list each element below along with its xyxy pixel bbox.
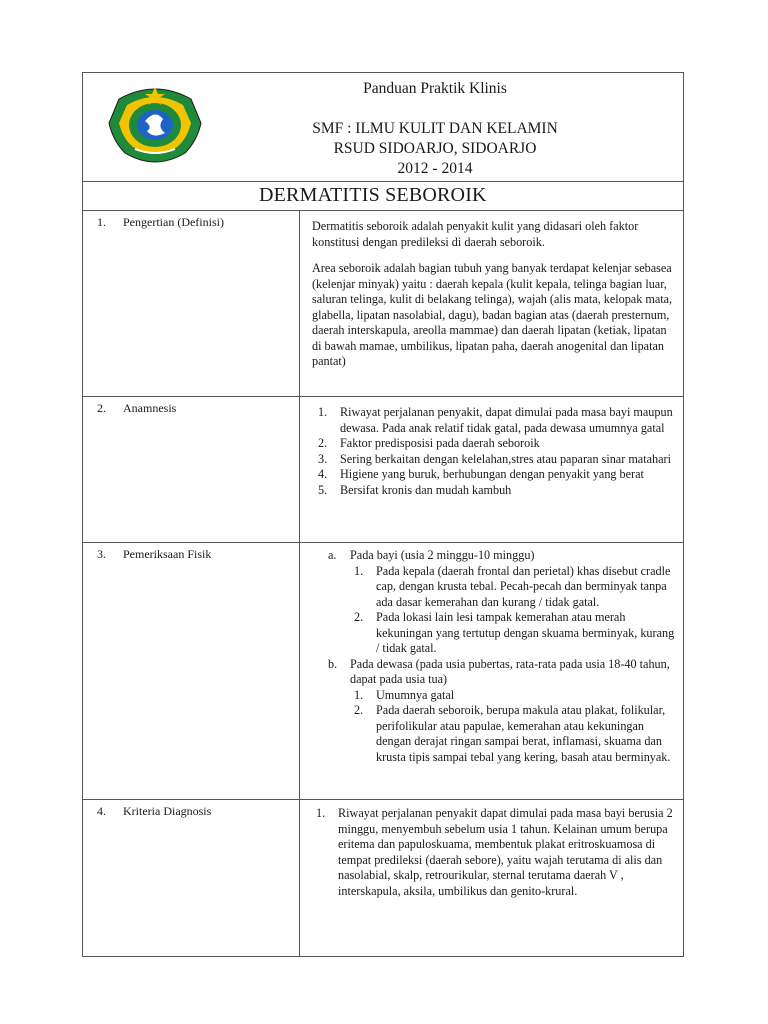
list-item [354,703,675,765]
list-text: Pada kepala (daerah frontal dan perietal) khas disebut cradle cap, dengan krusta tebal. Pecah-pecah dan berminyak tanpa ada dasar kemerahan dan kurang / tidak gatal. [376,563,671,609]
period-years: 2012 - 2014 [397,160,473,177]
numbered-list [300,806,675,899]
page-title: DERMATITIS SEBOROIK [83,182,684,211]
section-number: 3. [97,547,106,561]
list-item [316,806,675,899]
section-label [83,800,300,957]
section-content [300,800,684,957]
list-text: Pada daerah seboroik, berupa makula atau plakat, folikular, perifolikular atau papulae, kemerahan atau kekuningan dengan derajat ringan sampai berat, inflamasi, skuama dan krusta tipis sampai tebal yang kering, basah atau berminyak. [376,703,671,764]
section-label [83,543,300,800]
section-row-diagnosis-criteria [83,800,684,957]
list-item [318,451,675,468]
list-marker: 4. [318,467,328,481]
list-item [318,436,675,452]
hospital-name: RSUD SIDOARJO, SIDOARJO [333,140,537,157]
list-group [328,656,675,766]
document-header [83,73,684,182]
list-text: Sering berkaitan dengan kelelahan,stres atau paparan sinar matahari [340,451,671,466]
section-label [83,211,300,397]
list-marker: 3. [318,451,328,466]
list-marker: a. [328,548,337,562]
lettered-list [300,548,675,765]
list-text: Riwayat perjalanan penyakit, dapat dimulai pada masa bayi maupun dewasa. Pada anak relatif tidak gatal, pada dewasa umumnya gatal [340,405,673,435]
list-text: Pada dewasa (pada usia pubertas, rata-rata pada usia 18-40 tahun, dapat pada usia tua) [350,656,670,686]
list-text: Bersifat kronis dan mudah kambuh [340,482,512,497]
section-content [300,211,684,397]
list-marker: 2. [318,436,328,450]
section-label [83,397,300,543]
list-group [328,548,675,657]
list-marker: 5. [318,482,328,497]
list-item [354,687,675,704]
section-number: 1. [97,215,106,229]
list-marker: 2. [354,703,364,717]
hospital-emblem-logo [105,83,205,167]
list-item [318,467,675,483]
list-text: Pada bayi (usia 2 minggu-10 minggu) [350,548,535,562]
list-text: Riwayat perjalanan penyakit dapat dimulai pada masa bayi berusia 2 minggu, menyembuh sebelum usia 1 tahun. Kelainan umum berupa eritema dan papuloskuama, membentuk plakat eritroskuamosa di tempat predileksi (daerah sebore), yaitu wajah terutama di alis dan nasolabial, skalp, retrourikular, sternal terutama daerah V , interskapula, aksila, umbilikus dan genito-krural. [338,806,673,898]
list-marker: 1. [354,687,364,702]
numbered-sublist [350,688,675,766]
section-title: Kriteria Diagnosis [123,804,212,818]
section-content [300,543,684,800]
list-marker: 2. [354,610,364,624]
numbered-sublist [350,564,675,657]
numbered-list [300,405,675,498]
section-title: Pemeriksaan Fisik [123,547,212,561]
section-row-anamnesis [83,397,684,543]
list-item [354,563,675,611]
clinical-guideline-table [82,72,684,957]
list-item [318,405,675,436]
list-marker: 1. [318,405,328,419]
list-marker: 1. [316,806,326,820]
section-number: 4. [97,804,106,818]
section-row-physical-exam [83,543,684,800]
guideline-heading: Panduan Praktik Klinis [363,80,507,97]
section-row-definition [83,211,684,397]
list-marker: 1. [354,563,364,578]
list-text: Pada lokasi lain lesi tampak kemerahan atau merah kekuningan yang tertutup dengan skuama berminyak, kurang / tidak gatal. [376,610,675,655]
list-item [318,482,675,499]
list-text: Higiene yang buruk, berhubungan dengan penyakit yang berat [340,467,644,481]
list-text: Faktor predisposisi pada daerah seboroik [340,436,540,450]
list-item [354,610,675,657]
department-name: SMF : ILMU KULIT DAN KELAMIN [312,120,558,137]
section-number: 2. [97,401,106,415]
section-title: Pengertian (Definisi) [123,215,224,229]
section-content [300,397,684,543]
list-marker: b. [328,656,338,671]
paragraph: Area seboroik adalah bagian tubuh yang banyak terdapat kelenjar sebasea (kelenjar minyak) yaitu : daerah kepala (kulit kepala, telinga bagian luar, saluran telinga, kulit di belakang telinga), wajah (alis mata, kelopak mata, glabella, lipatan nasolabial, dagu), badan bagian atas (daerah presternum, daerah interskapula, areolla mammae) dan daerah lipatan (ketiak, lipatan di bawah mamae, umbilikus, lipatan paha, daerah anogenital dan lipatan pantat) [312,261,673,368]
section-title: Anamnesis [123,401,177,415]
paragraph: Dermatitis seboroik adalah penyakit kulit yang didasari oleh faktor konstitusi dengan predileksi di daerah seboroik. [312,219,639,249]
header-text [265,79,605,179]
list-text: Umumnya gatal [376,687,455,702]
